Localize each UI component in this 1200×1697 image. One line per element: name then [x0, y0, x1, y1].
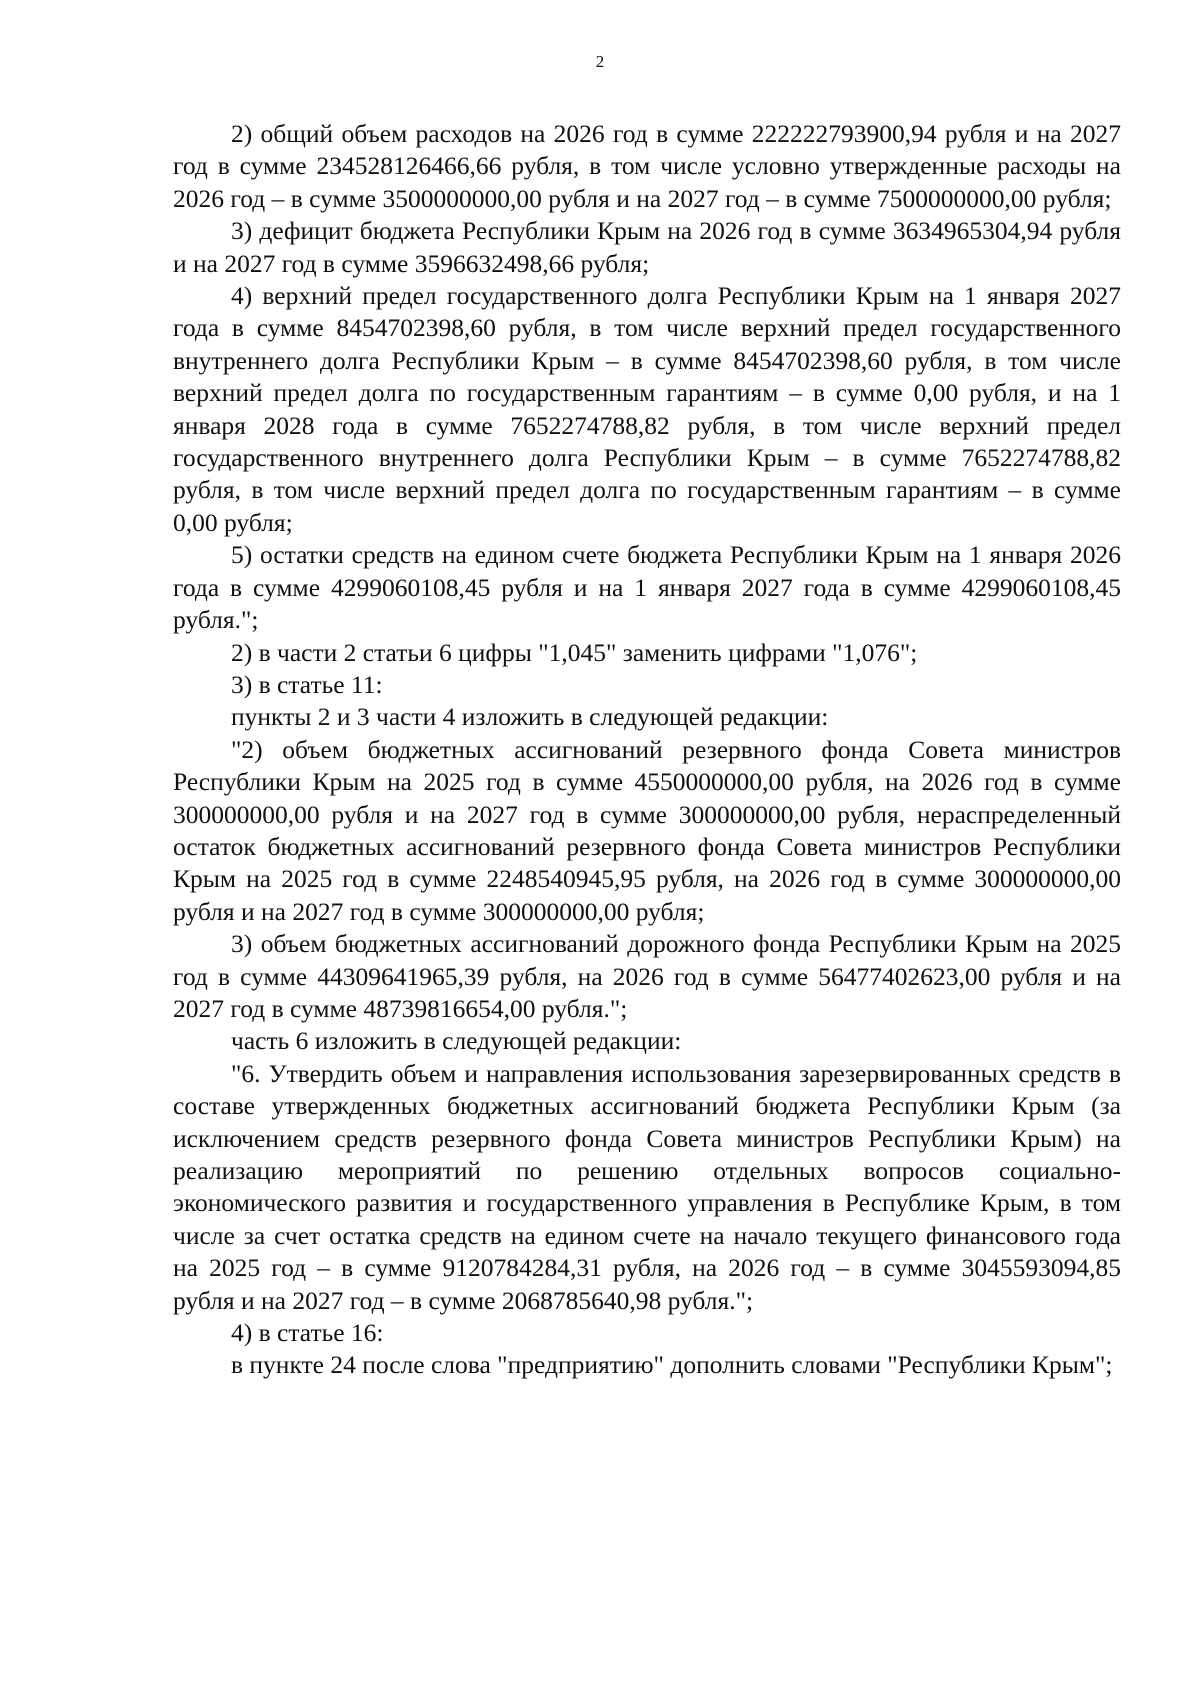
- page-number: 2: [595, 52, 605, 71]
- paragraph-point-24-amendment: в пункте 24 после слова "предприятию" дополнить словами "Республики Крым";: [231, 1350, 1113, 1380]
- paragraph-article-11-heading: 3) в статье 11:: [231, 669, 383, 699]
- paragraph-deficit: 3) дефицит бюджета Республики Крым на 2026 год в сумме 3634965304,94 рубля и на 2027 год в сумме 3596632498,66 рубля;: [173, 216, 1121, 278]
- paragraph-article-6-amendment: 2) в части 2 статьи 6 цифры "1,045" заменить цифрами "1,076";: [231, 637, 918, 667]
- paragraph-debt-limit: 4) верхний предел государственного долга Республики Крым на 1 января 2027 года в сумме 8454702398,60 рубля, в том числе верхний предел государственного внутреннего долга Республики Крым – в сумме 8454702398,60 рубля, в том числе верхний предел долга по государственным гарантиям – в сумме 0,00 рубля, и на 1 января 2028 года в сумме 7652274788,82 рубля, в том числе верхний предел государственного внутреннего долга Республики Крым – в сумме 7652274788,82 рубля, в том числе верхний предел долга по государственным гарантиям – в сумме 0,00 рубля;: [173, 281, 1121, 537]
- paragraph-balances: 5) остатки средств на едином счете бюджета Республики Крым на 1 января 2026 года в сумме 4299060108,45 рубля и на 1 января 2027 года в сумме 4299060108,45 рубля.";: [173, 540, 1121, 635]
- document-body: [173, 118, 1121, 1382]
- paragraph-part-4-intro: пункты 2 и 3 части 4 изложить в следующей редакции:: [231, 702, 829, 732]
- paragraph-part-6-intro: часть 6 изложить в следующей редакции:: [231, 1026, 682, 1056]
- paragraph-reserve-fund: "2) объем бюджетных ассигнований резервного фонда Совета министров Республики Крым на 2025 год в сумме 4550000000,00 рубля, на 2026 год в сумме 300000000,00 рубля и на 2027 год в сумме 300000000,00 рубля, нераспределенный остаток бюджетных ассигнований резервного фонда Совета министров Республики Крым на 2025 год в сумме 2248540945,95 рубля, на 2026 год в сумме 300000000,00 рубля и на 2027 год в сумме 300000000,00 рубля;: [173, 734, 1121, 926]
- paragraph-expenditures: 2) общий объем расходов на 2026 год в сумме 222222793900,94 рубля и на 2027 год в сумме 234528126466,66 рубля, в том числе условно утвержденные расходы на 2026 год – в сумме 3500000000,00 рубля и на 2027 год – в сумме 7500000000,00 рубля;: [173, 119, 1121, 213]
- paragraph-reserved-funds: "6. Утвердить объем и направления использования зарезервированных средств в составе утвержденных бюджетных ассигнований бюджета Республики Крым (за исключением средств резервного фонда Совета министров Республики Крым) на реализацию мероприятий по решению отдельных вопросов социально-экономического развития и государственного управления в Республике Крым, в том числе за счет остатка средств на едином счете на начало текущего финансового года на 2025 год – в сумме 9120784284,31 рубля, на 2026 год – в сумме 3045593094,85 рубля и на 2027 год – в сумме 2068785640,98 рубля.";: [173, 1058, 1121, 1315]
- paragraph-road-fund: 3) объем бюджетных ассигнований дорожного фонда Республики Крым на 2025 год в сумме 44309641965,39 рубля, на 2026 год в сумме 56477402623,00 рубля и на 2027 год в сумме 48739816654,00 рубля.";: [173, 929, 1121, 1023]
- paragraph-article-16-heading: 4) в статье 16:: [231, 1318, 384, 1348]
